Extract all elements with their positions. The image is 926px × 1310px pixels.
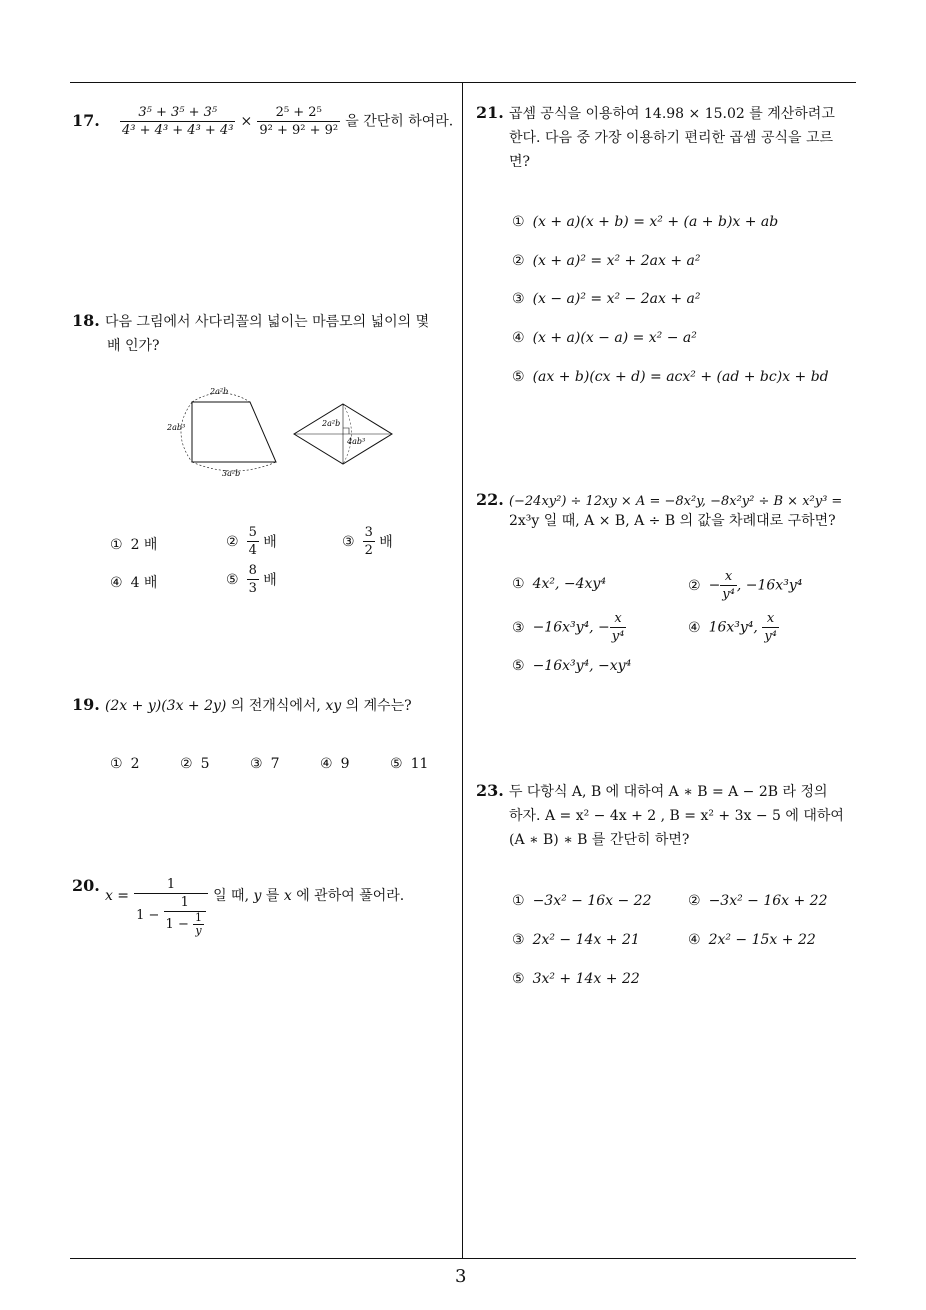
continued-fraction: 1 1 − 1 1 − $\frac{1}{y}$ — [134, 876, 208, 937]
label-rhombus-horizontal: 4ab³ — [347, 437, 366, 446]
q23-option-2[interactable]: ② −3x² − 16x + 22 — [688, 893, 828, 909]
column-divider — [462, 82, 463, 1258]
question-20: 20. x = 1 1 − 1 1 − $\frac{1}{y}$ 일 때, y 를 x 에 관하여 풀어라. — [72, 876, 405, 937]
label-rhombus-vertical: 2a²b — [322, 419, 341, 428]
q18-option-5[interactable]: ⑤ $\frac{8}{3}$ 배 — [226, 563, 277, 596]
q18-option-1[interactable]: ① 2 배 — [110, 537, 158, 553]
q21-option-1[interactable]: ① (x + a)(x + b) = x² + (a + b)x + ab — [512, 214, 779, 230]
q22-option-4[interactable]: ④ 16x³y⁴, $\frac{x}{\text{y⁴}}$ — [688, 611, 777, 644]
q19-option-2[interactable]: ② 5 — [180, 756, 210, 772]
q22-option-1[interactable]: ① 4x², −4xy⁴ — [512, 576, 606, 592]
trapezoid-rhombus-figure — [160, 382, 400, 482]
label-bottom: 3a²b — [222, 469, 241, 478]
q18-option-3[interactable]: ③ $\frac{3}{2}$ 배 — [342, 525, 393, 558]
fraction-2: $\frac{\text{2⁵ + 2⁵}}{\text{9² + 9² + 9²}}$ — [259, 105, 339, 138]
question-22: 22. (−24xy²) ÷ 12xy × A = −8x²y, −8x²y² ÷ B × x²y³ = 2x³y 일 때, A × B, A ÷ B 의 값을 차례대로 구하면? — [476, 490, 843, 529]
label-left: 2ab³ — [167, 423, 186, 432]
label-top: 2a²b — [210, 387, 229, 396]
question-19: 19. (2x + y)(3x + 2y) 의 전개식에서, xy 의 계수는? — [72, 695, 412, 714]
question-number: 23. — [476, 781, 504, 800]
q19-option-5[interactable]: ⑤ 11 — [390, 756, 429, 772]
question-18: 18. 다음 그림에서 사다리꼴의 넓이는 마름모의 넓이의 몇 배 인가? — [72, 311, 430, 354]
q21-option-2[interactable]: ② (x + a)² = x² + 2ax + a² — [512, 253, 701, 269]
question-number: 21. — [476, 103, 504, 122]
q22-option-5[interactable]: ⑤ −16x³y⁴, −xy⁴ — [512, 658, 632, 674]
fraction-1: $\frac{\text{3⁵ + 3⁵ + 3⁵}}{\text{4³ + 4³ + 4³ + 4³}}$ — [122, 105, 234, 138]
q21-option-5[interactable]: ⑤ (ax + b)(cx + d) = acx² + (ad + bc)x + bd — [512, 369, 829, 385]
question-number: 22. — [476, 490, 504, 509]
question-23: 23. 두 다항식 A, B 에 대하여 A ∗ B = A − 2B 라 정의 하자. A = x² − 4x + 2 , B = x² + 3x − 5 에 대하여 (A ∗ B) ∗ B 를 간단히 하면? — [476, 781, 844, 848]
q23-option-4[interactable]: ④ 2x² − 15x + 22 — [688, 932, 816, 948]
q19-option-4[interactable]: ④ 9 — [320, 756, 350, 772]
question-21: 21. 곱셈 공식을 이용하여 14.98 × 15.02 를 계산하려고 한다. 다음 중 가장 이용하기 편리한 곱셈 공식을 고르 면? — [476, 103, 835, 170]
bottom-rule — [70, 1258, 856, 1259]
q23-option-1[interactable]: ① −3x² − 16x − 22 — [512, 893, 652, 909]
q21-option-3[interactable]: ③ (x − a)² = x² − 2ax + a² — [512, 291, 701, 307]
q21-option-4[interactable]: ④ (x + a)(x − a) = x² − a² — [512, 330, 697, 346]
q19-option-3[interactable]: ③ 7 — [250, 756, 280, 772]
q23-option-3[interactable]: ③ 2x² − 14x + 21 — [512, 932, 640, 948]
question-number: 20. — [72, 876, 100, 895]
trapezoid — [181, 393, 276, 471]
question-number: 18. — [72, 311, 100, 330]
q22-option-3[interactable]: ③ −16x³y⁴, − $\frac{x}{\text{y⁴}}$ — [512, 611, 625, 644]
q22-option-2[interactable]: ② − $\frac{x}{\text{y⁴}}$ , −16x³y⁴ — [688, 569, 803, 602]
page-number: 3 — [455, 1266, 467, 1287]
question-number: 19. — [72, 695, 100, 714]
question-number: 17. — [72, 111, 100, 130]
top-rule — [70, 82, 856, 83]
question-17: 17. $\frac{\text{3⁵ + 3⁵ + 3⁵}}{\text{4³ + 4³ + 4³ + 4³}}$ × $\frac{\text{2⁵ + 2⁵}}{\text{9² + 9² + 9²}}$ 을 간단히 하여라. — [72, 105, 454, 138]
rhombus — [294, 404, 392, 464]
q19-option-1[interactable]: ① 2 — [110, 756, 140, 772]
q18-option-4[interactable]: ④ 4 배 — [110, 575, 158, 591]
q18-option-2[interactable]: ② $\frac{5}{4}$ 배 — [226, 525, 277, 558]
q23-option-5[interactable]: ⑤ 3x² + 14x + 22 — [512, 971, 640, 987]
